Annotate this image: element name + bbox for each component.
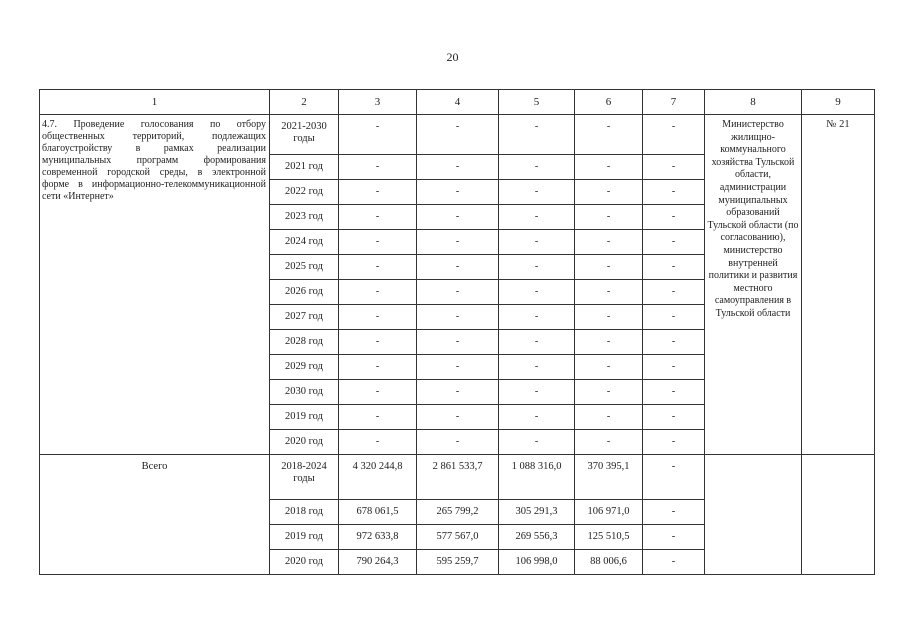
value-cell: 790 264,3 xyxy=(339,550,417,575)
value-cell: - xyxy=(575,180,643,205)
value-cell: - xyxy=(499,115,575,155)
value-cell: 88 006,6 xyxy=(575,550,643,575)
value-cell: - xyxy=(499,155,575,180)
value-cell: - xyxy=(339,205,417,230)
value-cell: - xyxy=(339,405,417,430)
column-header: 7 xyxy=(643,90,705,115)
value-cell: - xyxy=(643,525,705,550)
value-cell: 577 567,0 xyxy=(417,525,499,550)
value-cell: - xyxy=(499,180,575,205)
value-cell: 1 088 316,0 xyxy=(499,455,575,500)
value-cell: - xyxy=(643,405,705,430)
executor-cell: Министерство жилищно-коммунального хозяйства Тульской области, администрации муниципальных образований Тульской области (по согласованию), министерство внутренней политики и развития местного самоуправления в Тульской области xyxy=(705,115,802,455)
value-cell: 595 259,7 xyxy=(417,550,499,575)
value-cell: - xyxy=(499,330,575,355)
period-cell: 2028 год xyxy=(270,330,339,355)
period-cell: 2019 год xyxy=(270,405,339,430)
value-cell: - xyxy=(499,305,575,330)
value-cell: - xyxy=(643,255,705,280)
value-cell: - xyxy=(575,230,643,255)
period-cell: 2021 год xyxy=(270,155,339,180)
value-cell: - xyxy=(417,155,499,180)
value-cell: - xyxy=(417,230,499,255)
value-cell: - xyxy=(339,280,417,305)
value-cell: - xyxy=(417,205,499,230)
value-cell: 305 291,3 xyxy=(499,500,575,525)
value-cell: 4 320 244,8 xyxy=(339,455,417,500)
table-row xyxy=(40,115,875,155)
value-cell: 106 971,0 xyxy=(575,500,643,525)
value-cell: - xyxy=(417,330,499,355)
value-cell: - xyxy=(417,355,499,380)
value-cell: - xyxy=(643,500,705,525)
value-cell: - xyxy=(643,115,705,155)
value-cell: - xyxy=(499,430,575,455)
column-header: 4 xyxy=(417,90,499,115)
value-cell: - xyxy=(499,355,575,380)
value-cell: - xyxy=(643,550,705,575)
value-cell: - xyxy=(643,330,705,355)
period-cell: 2020 год xyxy=(270,550,339,575)
value-cell: - xyxy=(643,305,705,330)
value-cell: 265 799,2 xyxy=(417,500,499,525)
value-cell: - xyxy=(417,255,499,280)
value-cell: - xyxy=(643,380,705,405)
period-cell: 2024 год xyxy=(270,230,339,255)
value-cell: - xyxy=(575,280,643,305)
value-cell: - xyxy=(643,355,705,380)
value-cell: - xyxy=(643,455,705,500)
value-cell: - xyxy=(575,255,643,280)
value-cell: - xyxy=(499,230,575,255)
period-cell: 2030 год xyxy=(270,380,339,405)
value-cell: - xyxy=(417,180,499,205)
period-cell: 2026 год xyxy=(270,280,339,305)
column-header: 1 xyxy=(40,90,270,115)
value-cell: 269 556,3 xyxy=(499,525,575,550)
value-cell: - xyxy=(499,255,575,280)
value-cell: - xyxy=(339,355,417,380)
value-cell: - xyxy=(339,330,417,355)
column-header: 6 xyxy=(575,90,643,115)
value-cell: 972 633,8 xyxy=(339,525,417,550)
period-cell: 2027 год xyxy=(270,305,339,330)
header-row xyxy=(40,90,875,115)
value-cell: - xyxy=(499,205,575,230)
value-cell: - xyxy=(417,380,499,405)
program-table xyxy=(39,89,875,575)
indicator-number-cell: № 21 xyxy=(802,115,875,455)
value-cell: - xyxy=(499,280,575,305)
column-header: 9 xyxy=(802,90,875,115)
total-label: Всего xyxy=(40,455,270,575)
value-cell: - xyxy=(575,405,643,430)
value-cell: - xyxy=(417,430,499,455)
value-cell: - xyxy=(643,155,705,180)
column-header: 2 xyxy=(270,90,339,115)
value-cell: - xyxy=(339,380,417,405)
value-cell: - xyxy=(575,330,643,355)
total-row xyxy=(40,455,875,500)
value-cell: - xyxy=(417,280,499,305)
value-cell: - xyxy=(575,355,643,380)
value-cell: - xyxy=(575,115,643,155)
value-cell: - xyxy=(643,205,705,230)
value-cell: - xyxy=(339,230,417,255)
page-number: 20 xyxy=(446,50,459,64)
period-cell: 2018 год xyxy=(270,500,339,525)
value-cell: - xyxy=(339,155,417,180)
column-header: 3 xyxy=(339,90,417,115)
period-cell: 2019 год xyxy=(270,525,339,550)
value-cell: - xyxy=(575,205,643,230)
value-cell: - xyxy=(339,305,417,330)
column-header: 8 xyxy=(705,90,802,115)
value-cell: 106 998,0 xyxy=(499,550,575,575)
value-cell: - xyxy=(643,280,705,305)
value-cell: - xyxy=(417,405,499,430)
value-cell: - xyxy=(643,230,705,255)
value-cell: - xyxy=(499,405,575,430)
period-cell: 2022 год xyxy=(270,180,339,205)
value-cell: - xyxy=(339,430,417,455)
table-body xyxy=(40,90,875,575)
period-cell: 2020 год xyxy=(270,430,339,455)
value-cell: 2 861 533,7 xyxy=(417,455,499,500)
indicator-cell-empty xyxy=(802,455,875,575)
value-cell: - xyxy=(339,255,417,280)
column-header: 5 xyxy=(499,90,575,115)
value-cell: - xyxy=(339,115,417,155)
value-cell: - xyxy=(417,115,499,155)
value-cell: - xyxy=(339,180,417,205)
period-cell: 2029 год xyxy=(270,355,339,380)
value-cell: - xyxy=(575,305,643,330)
value-cell: - xyxy=(575,155,643,180)
period-cell: 2021-2030 годы xyxy=(270,115,339,155)
value-cell: - xyxy=(643,180,705,205)
executor-cell-empty xyxy=(705,455,802,575)
value-cell: - xyxy=(499,380,575,405)
value-cell: 125 510,5 xyxy=(575,525,643,550)
value-cell: 678 061,5 xyxy=(339,500,417,525)
period-cell: 2018-2024 годы xyxy=(270,455,339,500)
value-cell: - xyxy=(575,380,643,405)
value-cell: - xyxy=(575,430,643,455)
value-cell: - xyxy=(643,430,705,455)
value-cell: - xyxy=(417,305,499,330)
period-cell: 2025 год xyxy=(270,255,339,280)
period-cell: 2023 год xyxy=(270,205,339,230)
activity-description: 4.7. Проведение голосования по отбору общественных территорий, подлежащих благоустройству в рамках реализации муниципальных программ формирования современной городской среды, в электронной форме в информационно-телекоммуникационной сети «Интернет» xyxy=(40,115,270,455)
value-cell: 370 395,1 xyxy=(575,455,643,500)
